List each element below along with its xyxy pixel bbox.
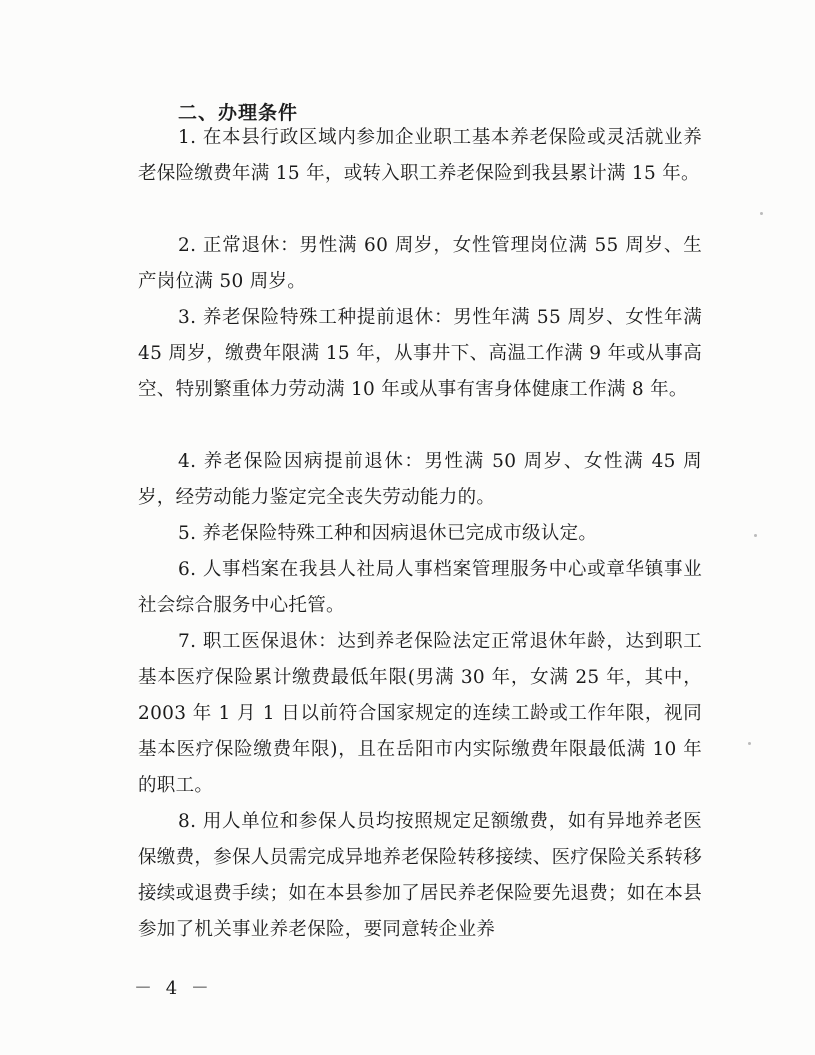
scan-speck xyxy=(754,534,757,537)
scan-speck xyxy=(748,742,751,745)
paragraph-5: 5. 养老保险特殊工种和因病退休已完成市级认定。 xyxy=(178,523,598,544)
paragraph-4: 4. 养老保险因病提前退休：男性满 50 周岁、女性满 45 周岁，经劳动能力鉴定完全丧失劳动能力的。 xyxy=(138,451,702,508)
paragraph-1: 1. 在本县行政区域内参加企业职工基本养老保险或灵活就业养老保险缴费年满 15 年，或转入职工养老保险到我县累计满 15 年。 xyxy=(138,127,702,184)
section-heading: 二、办理条件 xyxy=(178,102,299,124)
page-number: － 4 － xyxy=(134,978,213,999)
paragraph-8: 8. 用人单位和参保人员均按照规定足额缴费，如有异地养老医保缴费，参保人员需完成异地养老保险转移接续、医疗保险关系转移接续或退费手续；如在本县参加了居民养老保险要先退费；如在本县参加了机关事业养老保险，要同意转企业养 xyxy=(138,811,703,940)
scan-speck xyxy=(760,212,763,215)
paragraph-3: 3. 养老保险特殊工种提前退休：男性年满 55 周岁、女性年满 45 周岁，缴费年限满 15 年，从事井下、高温工作满 9 年或从事高空、特别繁重体力劳动满 10 年或从事有害身体健康工作满 8 年。 xyxy=(138,307,702,400)
paragraph-2: 2. 正常退休：男性满 60 周岁，女性管理岗位满 55 周岁、生产岗位满 50 周岁。 xyxy=(138,235,702,292)
paragraph-6: 6. 人事档案在我县人社局人事档案管理服务中心或章华镇事业社会综合服务中心托管。 xyxy=(138,559,702,616)
paragraph-7: 7. 职工医保退休：达到养老保险法定正常退休年龄，达到职工基本医疗保险累计缴费最低年限(男满 30 年，女满 25 年，其中，2003 年 1 月 1 日以前符合国家规定的连续工龄或工作年限，视同基本医疗保险缴费年限)，且在岳阳市内实际缴费年限最低满 10 年的职工。 xyxy=(138,631,702,796)
